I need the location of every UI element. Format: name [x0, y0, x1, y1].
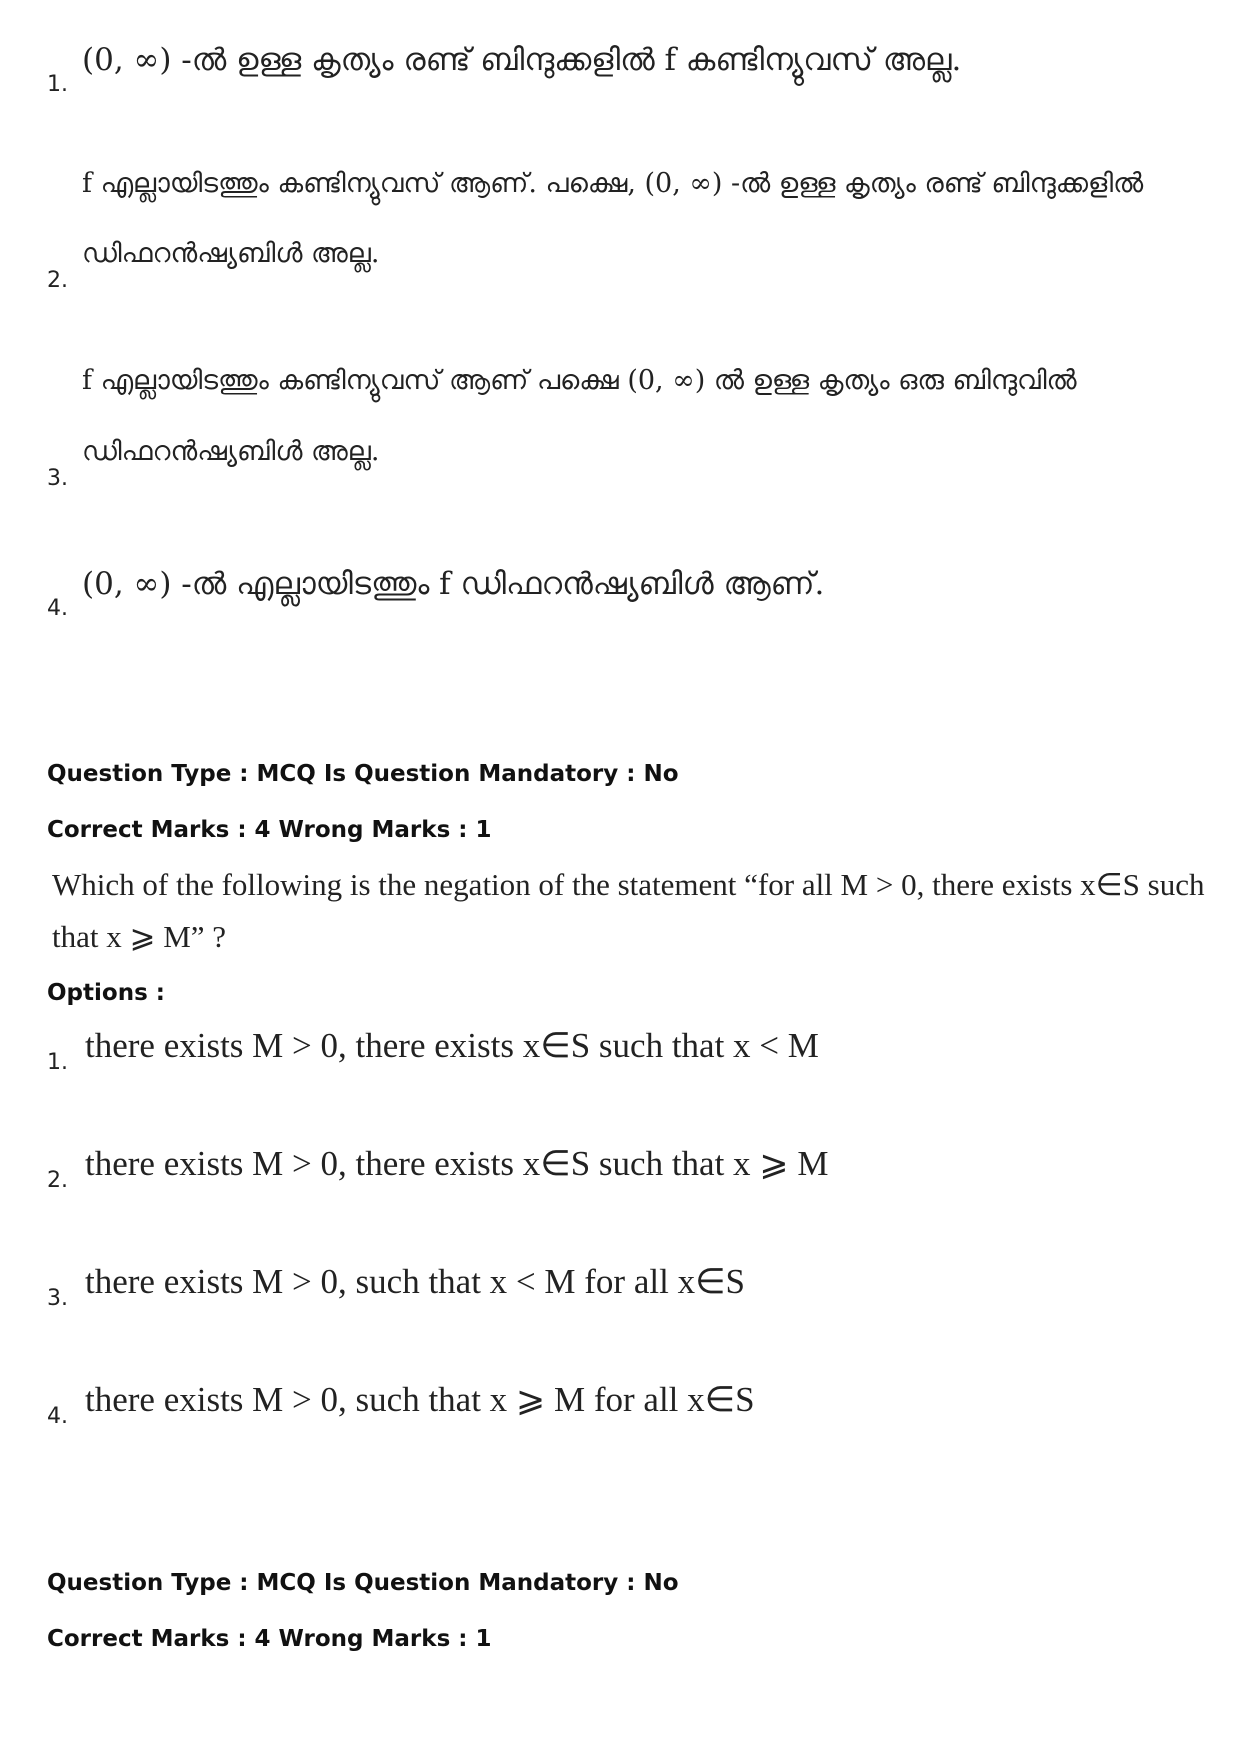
prev-option-4-text: (0, ∞) -ൽ എല്ലായിടത്തും f ഡിഫറൻഷ്യബിൾ ആണ്. [82, 566, 825, 602]
question-text-line-2: that x ⩾ M” ? [52, 919, 227, 954]
prev-option-2-number: 2. [47, 268, 68, 293]
question-marks-line: Correct Marks : 4 Wrong Marks : 1 [47, 817, 492, 843]
question-type-line: Question Type : MCQ Is Question Mandatory : No [47, 761, 679, 787]
prev-option-1-text: (0, ∞) -ൽ ഉള്ള കൃത്യം രണ്ട് ബിന്ദുക്കളിൽ f കണ്ടിന്യുവസ് അല്ല. [82, 42, 962, 78]
prev-option-1-number: 1. [47, 72, 68, 97]
option-2-text: there exists M > 0, there exists x∈S such that x ⩾ M [85, 1144, 829, 1183]
option-3-text: there exists M > 0, such that x < M for all x∈S [85, 1262, 746, 1301]
prev-option-3-text-line-2: ഡിഫറൻഷ്യബിൾ അല്ല. [82, 436, 380, 467]
option-4-number: 4. [47, 1404, 68, 1429]
option-2-number: 2. [47, 1168, 68, 1193]
next-question-marks-line: Correct Marks : 4 Wrong Marks : 1 [47, 1626, 492, 1652]
option-1-text: there exists M > 0, there exists x∈S such that x < M [85, 1026, 819, 1065]
option-4-text: there exists M > 0, such that x ⩾ M for all x∈S [85, 1380, 755, 1419]
options-label: Options : [47, 980, 165, 1006]
prev-option-2-text-line-2: ഡിഫറൻഷ്യബിൾ അല്ല. [82, 238, 380, 269]
prev-option-3-text-line-1: f എല്ലായിടത്തും കണ്ടിന്യുവസ് ആണ് പക്ഷെ (0, ∞) ൽ ഉള്ള കൃത്യം ഒരു ബിന്ദുവിൽ [82, 365, 1077, 396]
option-1-number: 1. [47, 1050, 68, 1075]
prev-option-2-text-line-1: f എല്ലായിടത്തും കണ്ടിന്യുവസ് ആണ്. പക്ഷെ, (0, ∞) -ൽ ഉള്ള കൃത്യം രണ്ട് ബിന്ദുക്കളിൽ [82, 168, 1144, 199]
question-text-line-1: Which of the following is the negation of the statement “for all M > 0, there exists x∈S such [52, 867, 1205, 902]
next-question-type-line: Question Type : MCQ Is Question Mandatory : No [47, 1570, 679, 1596]
prev-option-4-number: 4. [47, 596, 68, 621]
prev-option-3-number: 3. [47, 466, 68, 491]
option-3-number: 3. [47, 1286, 68, 1311]
